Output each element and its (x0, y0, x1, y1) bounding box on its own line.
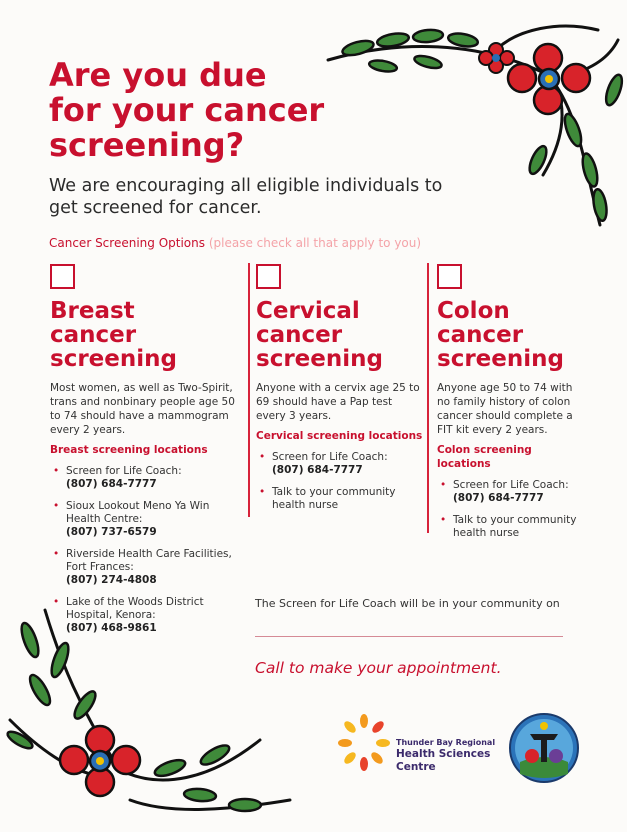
headline-line-2: for your cancer (49, 91, 325, 129)
location-phone: (807) 684-7777 (66, 478, 157, 490)
list-item (50, 548, 240, 587)
cervical-screening-column (256, 264, 424, 521)
location-phone: (807) 684-7777 (272, 464, 363, 476)
options-note: (please check all that apply to you) (208, 236, 422, 250)
headline-line-3: screening? (49, 126, 245, 164)
breast-title-line-3: screening (50, 346, 177, 372)
colon-title-line-1: Colon (437, 298, 510, 324)
hospital-name-line-1: Thunder Bay Regional (396, 738, 496, 747)
cervical-title-line-2: cancer (256, 322, 343, 348)
hospital-name-line-2: Health Sciences (396, 748, 491, 760)
cervical-locations-heading: Cervical screening locations (256, 430, 423, 442)
options-label: Cancer Screening Options (49, 236, 205, 250)
cervical-description: Anyone with a cervix age 25 to 69 should have a Pap test every 3 years. (256, 382, 420, 422)
colon-screening-column (437, 264, 587, 549)
cervical-title-line-1: Cervical (256, 298, 360, 324)
location-phone: (807) 684-7777 (453, 492, 544, 504)
location-name: Screen for Life Coach: (272, 451, 388, 463)
breast-title-line-2: cancer (50, 322, 137, 348)
column-divider-1 (248, 263, 250, 517)
headline-line-1: Are you due (49, 56, 267, 94)
breast-description: Most women, as well as Two-Spirit, trans and nonbinary people age 50 to 74 should have a mammogram every 2 years. (50, 382, 235, 436)
list-item (256, 451, 424, 477)
location-name: Talk to your community health nurse (272, 486, 396, 511)
breast-title-line-1: Breast (50, 298, 135, 324)
location-name: Lake of the Woods District Hospital, Kenora: (66, 596, 204, 621)
list-item (437, 479, 587, 505)
list-item (256, 486, 424, 512)
breast-screening-column (50, 264, 240, 644)
colon-title-line-2: cancer (437, 322, 524, 348)
list-item (50, 596, 240, 635)
column-divider-2 (427, 263, 429, 533)
page-subhead: We are encouraging all eligible individuals to get screened for cancer. (49, 176, 443, 218)
screening-options-label (49, 236, 421, 250)
location-phone: (807) 737-6579 (66, 526, 157, 538)
list-item (50, 500, 240, 539)
location-phone: (807) 274-4808 (66, 574, 157, 586)
hospital-name (396, 738, 516, 774)
location-name: Riverside Health Care Facilities, Fort Frances: (66, 548, 232, 573)
location-name: Sioux Lookout Meno Ya Win Health Centre: (66, 500, 210, 525)
hospital-sun-logo-icon (338, 713, 390, 773)
cervical-locations-list (256, 451, 424, 512)
colon-locations-heading: Colon screening locations (437, 444, 532, 470)
community-seal-icon (508, 712, 580, 784)
location-name: Screen for Life Coach: (66, 465, 182, 477)
hospital-name-line-3: Centre (396, 761, 436, 773)
visit-date-fill-line[interactable] (255, 636, 563, 637)
page-headline (49, 58, 369, 163)
breast-title (50, 299, 240, 371)
colon-locations-list (437, 479, 587, 540)
colon-checkbox-icon[interactable] (437, 264, 462, 289)
list-item (50, 465, 240, 491)
list-item (437, 514, 587, 540)
colon-description: Anyone age 50 to 74 with no family history of colon cancer should complete a FIT kit every 2 years. (437, 382, 573, 436)
breast-checkbox-icon[interactable] (50, 264, 75, 289)
cervical-title (256, 299, 424, 371)
breast-locations-heading: Breast screening locations (50, 444, 208, 456)
location-phone: (807) 468-9861 (66, 622, 157, 634)
colon-title (437, 299, 587, 371)
location-name: Screen for Life Coach: (453, 479, 569, 491)
call-to-action: Call to make your appointment. (255, 659, 502, 677)
cervical-checkbox-icon[interactable] (256, 264, 281, 289)
cervical-title-line-3: screening (256, 346, 383, 372)
coach-visit-text: The Screen for Life Coach will be in your community on (255, 597, 560, 610)
colon-title-line-3: screening (437, 346, 564, 372)
location-name: Talk to your community health nurse (453, 514, 577, 539)
breast-locations-list (50, 465, 240, 635)
